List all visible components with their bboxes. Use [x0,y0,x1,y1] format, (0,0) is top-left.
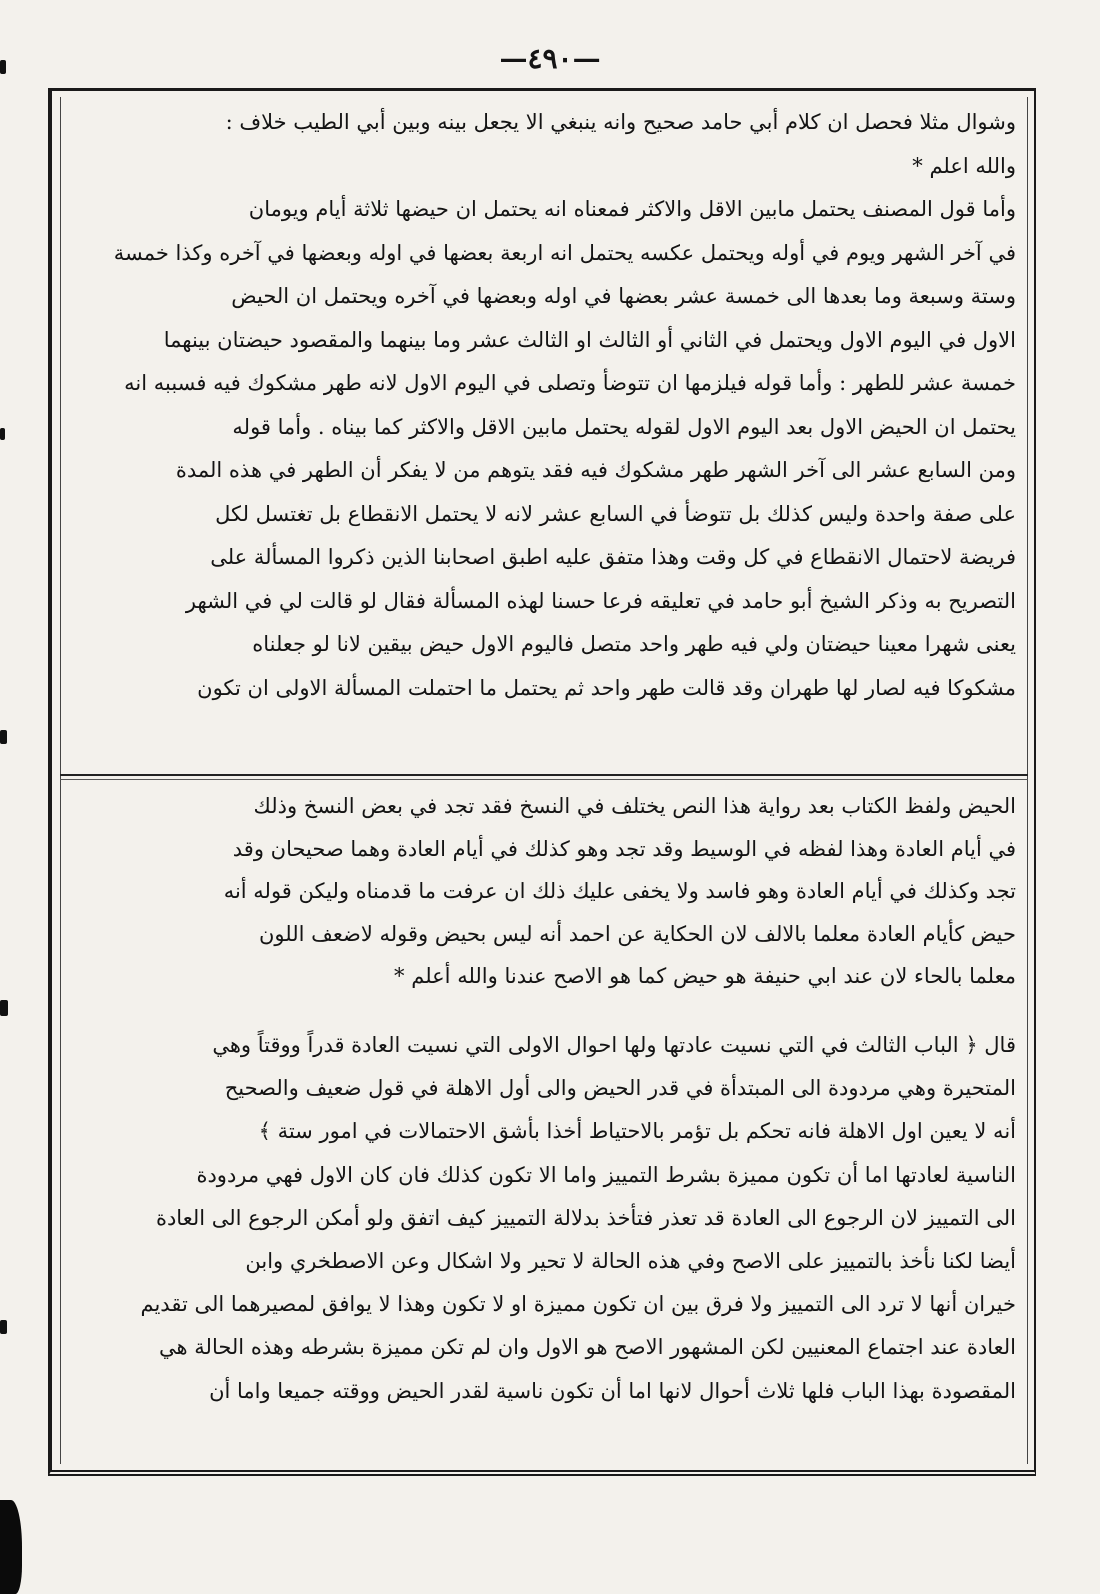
chapter-line: خيران أنها لا ترد الى التمييز ولا فرق بين ان تكون مميزة او لا تكون وهذا لا يوافق لمصيرهما الى تقديم [140,1292,1016,1317]
chapter-line: أيضا لكنا نأخذ بالتمييز على الاصح وفي هذه الحالة لا تحير ولا اشكال وعن الاصطخري وابن [245,1249,1016,1274]
main-line: مشكوكا فيه لصار لها طهران وقد قالت طهر واحد ثم يحتمل ما احتملت المسألة الاولى ان تكون [197,675,1016,700]
chapter-line: الناسية لعادتها اما أن تكون مميزة بشرط التمييز واما الا تكون كذلك فان كان الاول فهي مردودة [196,1162,1016,1187]
chapter-line: قال ﴿ الباب الثالث في التي نسيت عادتها ولها احوال الاولى التي نسيت العادة قدراً ووقتاً وهي [212,1033,1016,1057]
commentary-text [74,785,1016,998]
chapter-line: المقصودة بهذا الباب فلها ثلاث أحوال لانها اما أن تكون ناسية لقدر الحيض ووقته جميعا واما أن [209,1378,1016,1403]
commentary-line: حيض كأيام العادة معلما بالالف لان الحكاية عن احمد أنه ليس بحيض وقوله لاضعف اللون [259,921,1016,946]
main-line: وأما قول المصنف يحتمل مابين الاقل والاكثر فمعناه انه يحتمل ان حيضها ثلاثة أيام ويومان [248,197,1016,221]
main-line: التصريح به وذكر الشيخ أبو حامد في تعليقه فرعا حسنا لهذه المسألة فقال لو قالت لي في الشهر [185,588,1016,613]
main-line: على صفة واحدة وليس كذلك بل تتوضأ في السابع عشر لانه لا يحتمل الانقطاع بل تغتسل لكل [215,501,1016,526]
page-frame [48,88,1036,1476]
main-line: يعنى شهرا معينا حيضتان ولي فيه طهر واحد متصل فاليوم الاول حيض بيقين لانا لو جعلناه [252,632,1016,656]
chapter-line: المتحيرة وهي مردودة الى المبتدأة في قدر الحيض والى أول الاهلة في قول ضعيف والصحيح [224,1076,1016,1101]
main-line: فريضة لاحتمال الانقطاع في كل وقت وهذا متفق عليه اطبق اصحابنا الذين ذكروا المسألة على [210,545,1016,569]
main-line: وستة وسبعة وما بعدها الى خمسة عشر بعضها في اوله وبعضها في آخره ويحتمل ان الحيض [231,284,1016,308]
main-line: خمسة عشر للطهر : وأما قوله فيلزمها ان تتوضأ وتصلى في اليوم الاول لانه طهر مشكوك فيه فسببه انه [124,371,1016,395]
chapter-line: أنه لا يعين اول الاهلة فانه تحكم بل تؤمر بالاحتياط أخذا بأشق الاحتمالات في امور ستة ﴾ [258,1119,1016,1144]
commentary-line: معلما بالحاء لان عند ابي حنيفة هو حيض كما هو الاصح عندنا والله أعلم * [394,964,1016,988]
main-line: والله اعلم * [912,153,1016,178]
commentary-line: الحيض ولفظ الكتاب بعد رواية هذا النص يختلف في النسخ فقد تجد في بعض النسخ وذلك [253,794,1016,818]
binding-hole-mark [0,1320,7,1334]
chapter-line: الى التمييز لان الرجوع الى العادة قد تعذر فتأخذ بدلالة التمييز كيف اتفق ولو أمكن الرجوع الى العادة [155,1205,1016,1230]
commentary-line: في أيام العادة وهذا لفظه في الوسيط وقد تجد وهو كذلك في أيام العادة وهما صحيحان وقد [232,836,1016,861]
main-text [74,101,1016,710]
page-number: —٤٩٠— [499,42,601,75]
ink-blot [0,1500,22,1594]
binding-hole-mark [0,60,6,74]
main-line: في آخر الشهر ويوم في أوله ويحتمل عكسه يحتمل انه اربعة بعضها في اوله وبعضها في آخره وكذا خمسة [113,240,1016,265]
main-line: يحتمل ان الحيض الاول بعد اليوم الاول لقوله يحتمل مابين الاقل والاكثر كما بيناه . وأما قوله [232,414,1016,439]
commentary-line: تجد وكذلك في أيام العادة وهو فاسد ولا يخفى عليك ذلك ان عرفت ما قدمناه وليكن قوله أنه [223,879,1016,903]
chapter-line: العادة عند اجتماع المعنيين لكن المشهور الاصح هو الاول وان لم تكن مميزة بشرطه وهذه الحالة هي [159,1335,1016,1360]
binding-hole-mark [0,428,5,440]
chapter-text [74,1024,1016,1413]
binding-hole-mark [0,730,7,744]
main-line: وشوال مثلا فحصل ان كلام أبي حامد صحيح وانه ينبغي الا يجعل بينه وبين أبي الطيب خلاف : [225,110,1016,134]
main-line: الاول في اليوم الاول ويحتمل في الثاني أو الثالث او الثالث عشر وما بينهما والمقصود حيضتان بينهما [163,327,1016,352]
main-line: ومن السابع عشر الى آخر الشهر طهر مشكوك فيه فقد يتوهم من لا يفكر أن الطهر في هذه المدة [175,458,1016,482]
section-divider [60,774,1028,776]
binding-hole-mark [0,1000,8,1016]
